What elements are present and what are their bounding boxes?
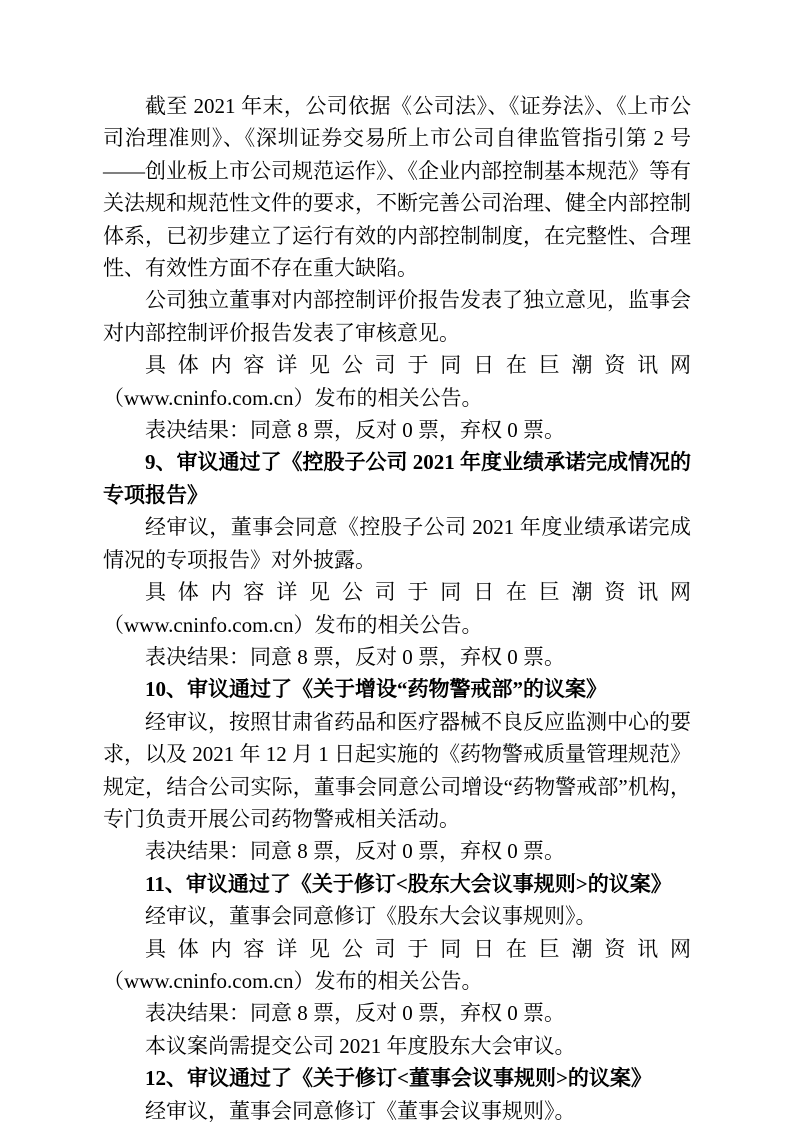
resolution-heading-11: 11、审议通过了《关于修订<股东大会议事规则>的议案》 (145, 871, 672, 896)
paragraph-disclosure-notice: 具体内容详见公司于同日在巨潮资讯网（www.cninfo.com.cn）发布的相关公告。 (103, 580, 691, 637)
paragraph-resolution-10-content: 经审议，按照甘肃省药品和医疗器械不良反应监测中心的要求，以及 2021 年 12 月 1 日起实施的《药物警戒质量管理规范》规定，结合公司实际，董事会同意公司增设“药物警戒部”机构，专门负责开展公司药物警戒相关活动。 (103, 709, 691, 831)
paragraph-resolution-12-content: 经审议，董事会同意修订《董事会议事规则》。 (145, 1098, 576, 1122)
paragraph-internal-control-basis: 截至 2021 年末，公司依据《公司法》、《证券法》、《上市公司治理准则》、《深圳证券交易所上市公司自律监管指引第 2 号——创业板上市公司规范运作》、《企业内部控制基本规范》等有关法规和规范性文件的要求，不断完善公司治理、健全内部控制体系，已初步建立了运行有效的内部控制制度，在完整性、合理性、有效性方面不存在重大缺陷。 (103, 94, 691, 281)
resolution-heading-9: 9、审议通过了《控股子公司 2021 年度业绩承诺完成情况的专项报告》 (103, 450, 691, 507)
paragraph-independent-director-opinion: 公司独立董事对内部控制评价报告发表了独立意见，监事会对内部控制评价报告发表了审核意见。 (103, 288, 691, 345)
paragraph-disclosure-notice: 具体内容详见公司于同日在巨潮资讯网（www.cninfo.com.cn）发布的相关公告。 (103, 353, 691, 410)
resolution-heading-12: 12、审议通过了《关于修订<董事会议事规则>的议案》 (145, 1066, 652, 1091)
paragraph-resolution-11-content: 经审议，董事会同意修订《股东大会议事规则》。 (145, 904, 597, 929)
resolution-heading-10: 10、审议通过了《关于增设“药物警戒部”的议案》 (145, 677, 607, 702)
vote-result: 表决结果：同意 8 票，反对 0 票，弃权 0 票。 (145, 839, 565, 864)
vote-result: 表决结果：同意 8 票，反对 0 票，弃权 0 票。 (145, 418, 565, 443)
vote-result: 表决结果：同意 8 票，反对 0 票，弃权 0 票。 (145, 644, 565, 669)
paragraph-submit-to-agm: 本议案尚需提交公司 2021 年度股东大会审议。 (145, 1033, 576, 1058)
paragraph-disclosure-notice: 具体内容详见公司于同日在巨潮资讯网（www.cninfo.com.cn）发布的相关公告。 (103, 936, 691, 993)
vote-result: 表决结果：同意 8 票，反对 0 票，弃权 0 票。 (145, 1001, 565, 1026)
paragraph-resolution-9-content: 经审议，董事会同意《控股子公司 2021 年度业绩承诺完成情况的专项报告》对外披露。 (103, 515, 691, 572)
